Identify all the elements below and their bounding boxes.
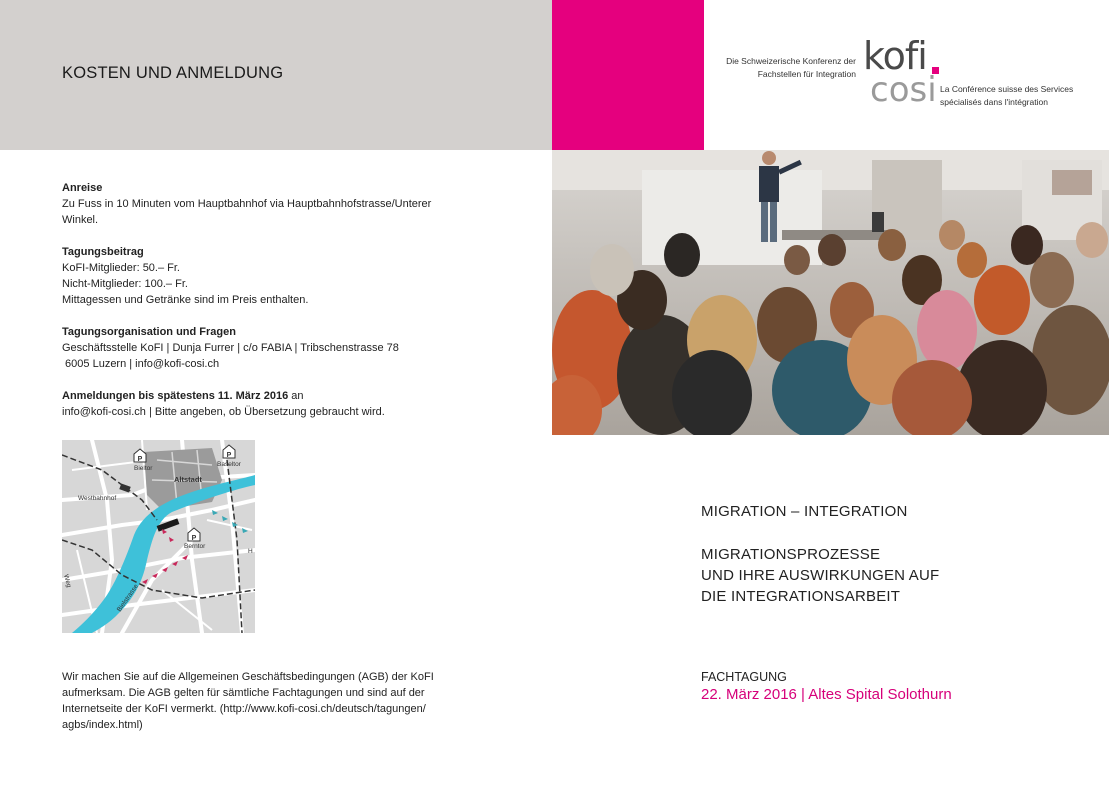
event-title: MIGRATIONSPROZESSE UND IHRE AUSWIRKUNGEN AUF DIE INTEGRATIONSARBEIT [701, 546, 940, 605]
map-label-h: H [248, 548, 253, 555]
logo-tagline-de: Die Schweizerische Konferenz der Fachstellen für Integration [726, 56, 856, 79]
organisation-address-1: Geschäftsstelle KoFI | Dunja Furrer | c/o FABIA | Tribschenstrasse 78 [62, 342, 399, 354]
map-label-westbahnhof: Westbahnhof [78, 495, 117, 502]
tagungsbeitrag-nonmembers: Nicht-Mitglieder: 100.– Fr. [62, 278, 188, 290]
anmeldung-text: info@kofi-cosi.ch | Bitte angeben, ob Übersetzung gebraucht wird. [62, 406, 385, 418]
logo-kofi: kofi [863, 34, 927, 78]
event-date: 22. März 2016 | Altes Spital Solothurn [701, 686, 952, 703]
section-anreise [62, 180, 482, 228]
logo-tagline-fr: La Conférence suisse des Services spécialisés dans l'intégration [940, 84, 1074, 107]
anreise-text-1: Zu Fuss in 10 Minuten vom Hauptbahnhof via Hauptbahnhofstrasse/Unterer [62, 198, 432, 210]
tagungsbeitrag-members: KoFI-Mitglieder: 50.– Fr. [62, 262, 180, 274]
page-title: KOSTEN UND ANMELDUNG [62, 64, 284, 82]
event-topic: MIGRATION – INTEGRATION [701, 503, 908, 520]
map-label-weg: Weg [62, 573, 73, 589]
anreise-title: Anreise [62, 182, 103, 194]
map-label-bieltor: Bieltor [134, 465, 153, 472]
organisation-address-2: 6005 Luzern | info@kofi-cosi.ch [62, 358, 220, 370]
section-anmeldung [62, 388, 482, 420]
kofi-cosi-logo [704, 0, 1109, 150]
agb-notice: Wir machen Sie auf die Allgemeinen Geschäftsbedingungen (AGB) der KoFI aufmerksam. Die AGB gelten für sämtliche Fachtagungen und sind auf der Internetseite der KoFI vermerkt. (http://www.kofi-cosi.ch/deutsch/tagungen/ agbs/index.html) [62, 671, 434, 731]
section-organisation [62, 324, 482, 372]
parking-icon: P [137, 456, 143, 463]
anmeldung-title: Anmeldungen bis spätestens 11. März 2016 an [62, 390, 304, 402]
location-map [62, 440, 255, 633]
section-tagungsbeitrag [62, 244, 482, 308]
conference-photo [552, 150, 1109, 435]
logo-cosi: cosi [870, 70, 937, 110]
map-label-bielstrasse: Bielstrasse [115, 583, 140, 614]
header-band [0, 0, 552, 150]
info-content [62, 180, 482, 434]
tagungsbeitrag-title: Tagungsbeitrag [62, 246, 144, 258]
map-label-berntor: Berntor [184, 543, 206, 550]
map-label-baseltor: Baseltor [217, 461, 241, 468]
organisation-title: Tagungsorganisation und Fragen [62, 326, 236, 338]
event-type: FACHTAGUNG [701, 670, 787, 684]
map-label-altstadt: Altstadt [174, 475, 202, 484]
parking-icon: P [191, 535, 197, 542]
tagungsbeitrag-note: Mittagessen und Getränke sind im Preis enthalten. [62, 294, 309, 306]
anreise-text-2: Winkel. [62, 214, 99, 226]
parking-icon: P [226, 452, 232, 459]
